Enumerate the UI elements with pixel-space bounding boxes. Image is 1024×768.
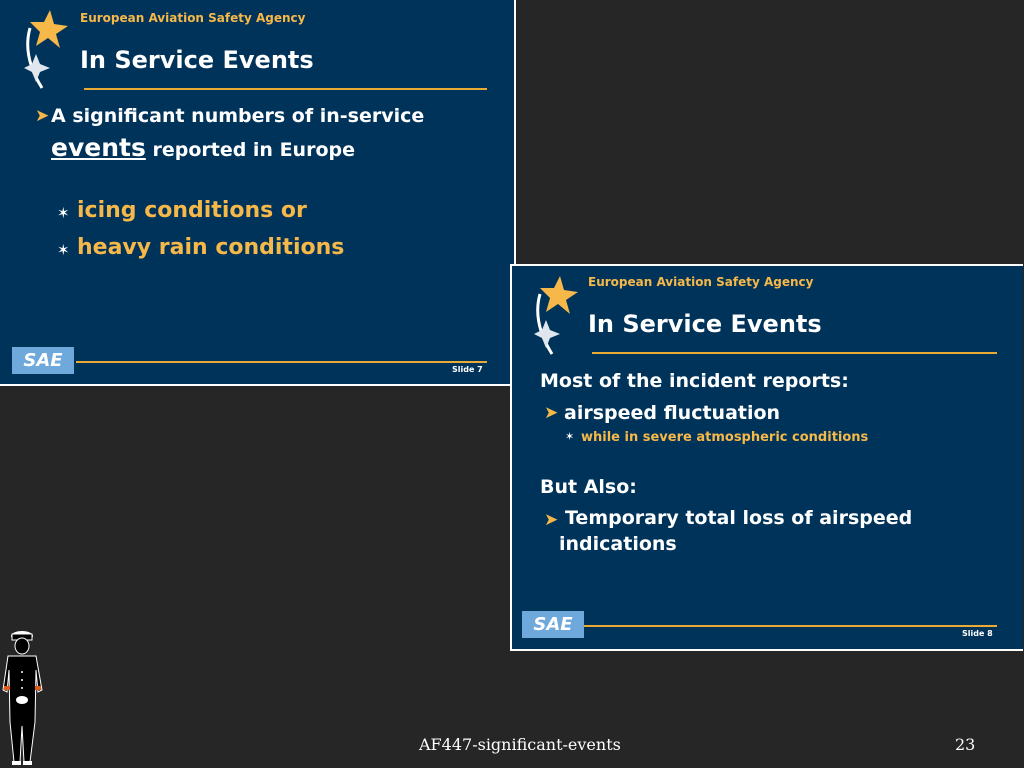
sub-bullet-2: heavy rain conditions xyxy=(77,235,345,260)
footer-rule xyxy=(584,625,997,627)
bullet-temporary-loss: Temporary total loss of airspeed indications xyxy=(559,507,913,555)
sae-logo: SAE xyxy=(12,347,74,374)
slide-number: Slide 8 xyxy=(962,629,993,638)
title-rule xyxy=(84,88,487,90)
presentation-title: AF447-significant-events xyxy=(419,735,621,754)
arrow-bullet-icon: ➤ xyxy=(544,403,559,423)
arrow-bullet-icon: ➤ xyxy=(544,510,559,530)
star-bullet-icon: ✶ xyxy=(57,204,70,222)
slide-title: In Service Events xyxy=(80,46,314,74)
bullet-airspeed-fluctuation: airspeed fluctuation xyxy=(564,402,781,424)
page-number: 23 xyxy=(955,735,976,754)
easa-stars-icon xyxy=(22,6,72,92)
sub-bullet-atmospheric: while in severe atmospheric conditions xyxy=(581,430,869,445)
slide-7-image xyxy=(0,0,516,386)
heading-incident-reports: Most of the incident reports: xyxy=(540,370,849,392)
bullet-text-post: reported in Europe xyxy=(145,139,355,161)
title-rule xyxy=(592,352,997,354)
pilot-figure-icon xyxy=(0,630,46,766)
easa-stars-icon xyxy=(532,272,582,358)
heading-but-also: But Also: xyxy=(540,476,637,498)
slide-title: In Service Events xyxy=(588,310,822,338)
sae-logo: SAE xyxy=(522,611,584,638)
bullet-text-pre: A significant numbers of in-service xyxy=(51,105,425,127)
footer-rule xyxy=(76,361,487,363)
emphasized-word: events xyxy=(51,133,146,162)
arrow-bullet-icon: ➤ xyxy=(35,106,50,126)
agency-name: European Aviation Safety Agency xyxy=(80,11,306,25)
agency-name: European Aviation Safety Agency xyxy=(588,275,814,289)
bullet-text xyxy=(51,101,431,166)
slide-8-image xyxy=(510,264,1023,651)
star-bullet-icon: ✶ xyxy=(57,241,70,259)
sub-bullet-1: icing conditions or xyxy=(77,198,307,223)
star-bullet-icon: ✶ xyxy=(565,430,575,443)
slide-number: Slide 7 xyxy=(452,365,483,374)
